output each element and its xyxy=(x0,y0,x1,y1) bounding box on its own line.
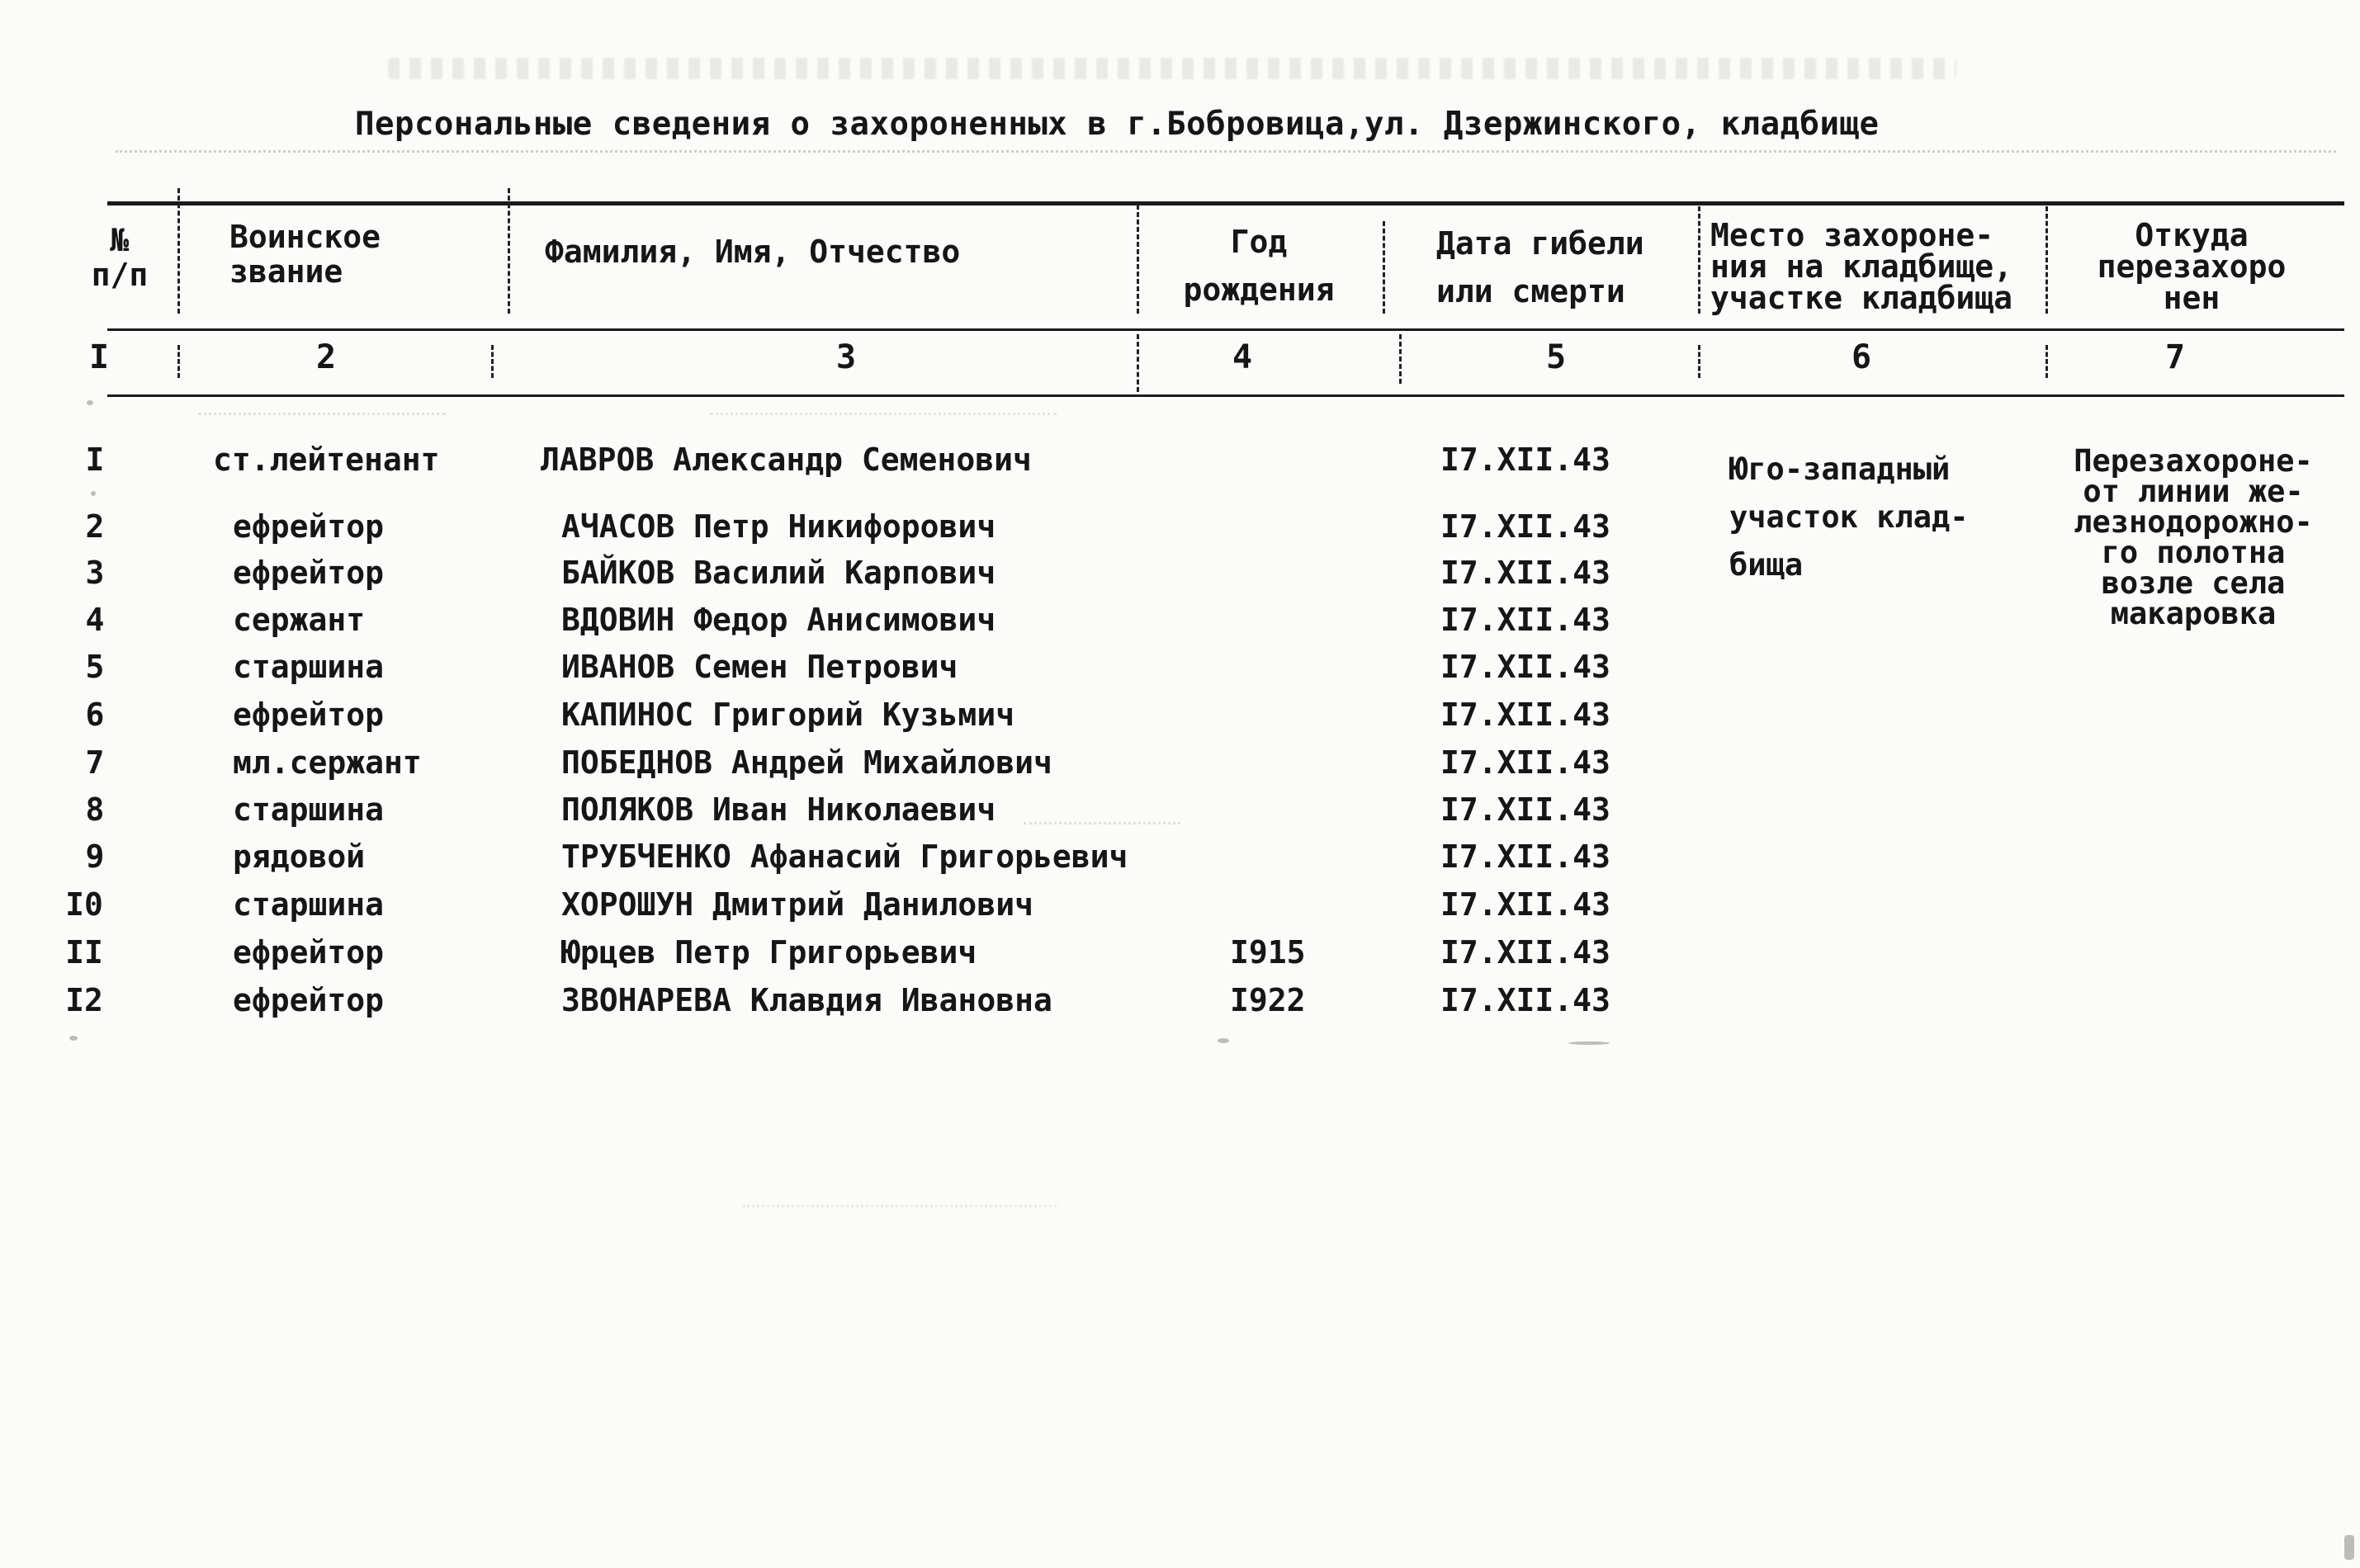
speck xyxy=(69,1036,78,1041)
column-number-5: 5 xyxy=(1545,338,1567,376)
speck xyxy=(91,491,96,496)
row-7-number: 7 xyxy=(85,744,105,781)
row-9-death-date: I7.XII.43 xyxy=(1440,838,1610,875)
row-2-rank: ефрейтор xyxy=(233,508,385,545)
faint-dots-2 xyxy=(710,413,1057,415)
row-8-name: ПОЛЯКОВ Иван Николаевич xyxy=(561,791,996,828)
row-11-death-date: I7.XII.43 xyxy=(1440,934,1610,971)
row-7-rank: мл.сержант xyxy=(233,744,422,781)
row-12-name: ЗВОНАРЕВА Клавдия Ивановна xyxy=(561,982,1052,1018)
faint-dots-3 xyxy=(1024,822,1180,824)
row-2-death-date: I7.XII.43 xyxy=(1440,508,1610,545)
row-11-name: Юрцев Петр Григорьевич xyxy=(561,934,977,971)
row-1-death-date: I7.XII.43 xyxy=(1440,442,1610,478)
column-number-2: 2 xyxy=(315,338,337,376)
row-7-name: ПОБЕДНОВ Андрей Михайлович xyxy=(561,744,1052,781)
column-number-1: I xyxy=(88,338,110,376)
faint-dots-4 xyxy=(743,1205,1057,1207)
row-12-number: I2 xyxy=(65,982,103,1018)
row-6-name: КАПИНОС Григорий Кузьмич xyxy=(561,697,1015,733)
row-11-rank: ефрейтор xyxy=(233,934,385,971)
column-number-7: 7 xyxy=(2164,338,2186,376)
row-8-death-date: I7.XII.43 xyxy=(1440,791,1610,828)
column-number-separator-2 xyxy=(491,345,494,378)
row-5-number: 5 xyxy=(85,649,105,685)
speck xyxy=(1218,1038,1229,1043)
row-5-death-date: I7.XII.43 xyxy=(1440,649,1610,685)
row-4-name: ВДОВИН Федор Анисимович xyxy=(561,602,996,638)
header-birth-year: Год рождения xyxy=(1183,224,1335,308)
column-number-separator-3 xyxy=(1137,334,1139,392)
header-death-date: Дата гибели или смерти xyxy=(1436,225,1644,309)
row-4-number: 4 xyxy=(85,602,105,638)
row-10-rank: старшина xyxy=(233,886,385,923)
document-title: Персональные сведения о захороненных в г.Бобровица,ул. Дзержинского, кладбище xyxy=(355,106,1880,143)
column-number-4: 4 xyxy=(1232,338,1253,376)
row-11-birth-year: I915 xyxy=(1230,934,1306,971)
row-11-number: II xyxy=(65,934,103,971)
dotted-guide xyxy=(116,150,2336,153)
faint-bleed-through-line xyxy=(388,58,1956,79)
header-separator-5 xyxy=(1698,206,1700,314)
table-top-rule xyxy=(107,201,2344,205)
row-3-number: 3 xyxy=(85,555,105,591)
row-5-name: ИВАНОВ Семен Петрович xyxy=(561,649,958,685)
row-1-number: I xyxy=(85,442,105,478)
row-10-number: I0 xyxy=(65,886,103,923)
header-separator-6 xyxy=(2045,206,2048,314)
row-1-name: ЛАВРОВ Александр Семенович xyxy=(541,442,1032,478)
speck xyxy=(87,400,93,405)
row-2-number: 2 xyxy=(85,508,105,545)
column-number-3: 3 xyxy=(835,338,857,376)
row-9-rank: рядовой xyxy=(233,838,366,875)
header-separator-3 xyxy=(1137,205,1139,314)
row-12-death-date: I7.XII.43 xyxy=(1440,982,1610,1018)
header-burial-place: Место захороне- ния на кладбище, участке кладбища xyxy=(1710,217,2013,316)
row-4-death-date: I7.XII.43 xyxy=(1440,602,1610,638)
row-2-name: АЧАСОВ Петр Никифорович xyxy=(561,508,996,545)
column-number-separator-6 xyxy=(2045,345,2048,378)
row-10-death-date: I7.XII.43 xyxy=(1440,886,1610,923)
row-12-birth-year: I922 xyxy=(1230,982,1306,1018)
header-reburied-from: Откуда перезахоро нен xyxy=(2097,217,2287,316)
speck xyxy=(2344,1535,2354,1560)
column-number-separator-5 xyxy=(1698,345,1700,378)
row-5-rank: старшина xyxy=(233,649,385,685)
header-name: Фамилия, Имя, Отчество xyxy=(545,234,961,270)
row-3-name: БАЙКОВ Василий Карпович xyxy=(561,555,996,591)
header-separator-4 xyxy=(1383,221,1385,314)
column-number-separator-4 xyxy=(1399,334,1402,384)
reburied-from-note: Перезахороне- от линии же- лезнодорожно- го полотна возле села макаровка xyxy=(2074,443,2313,631)
row-1-rank: ст.лейтенант xyxy=(213,442,440,478)
row-7-death-date: I7.XII.43 xyxy=(1440,744,1610,781)
column-number-bottom-rule xyxy=(107,394,2344,397)
row-6-rank: ефрейтор xyxy=(233,697,385,733)
row-3-rank: ефрейтор xyxy=(233,555,385,591)
column-number-6: 6 xyxy=(1851,338,1872,376)
row-10-name: ХОРОШУН Дмитрий Данилович xyxy=(561,886,1033,923)
header-separator-1 xyxy=(177,188,180,314)
row-9-number: 9 xyxy=(85,838,105,875)
column-number-separator-1 xyxy=(177,345,180,378)
burial-place-note: Юго-западный участок клад- бища xyxy=(1729,451,1969,583)
row-8-number: 8 xyxy=(85,791,105,828)
header-rank: Воинское звание xyxy=(229,219,381,290)
row-3-death-date: I7.XII.43 xyxy=(1440,555,1610,591)
row-8-rank: старшина xyxy=(233,791,385,828)
row-4-rank: сержант xyxy=(233,602,366,638)
row-9-name: ТРУБЧЕНКО Афанасий Григорьевич xyxy=(561,838,1128,875)
speck xyxy=(1568,1041,1610,1045)
row-6-number: 6 xyxy=(85,697,105,733)
faint-dots-1 xyxy=(198,413,446,415)
row-6-death-date: I7.XII.43 xyxy=(1440,697,1610,733)
header-number: № п/п xyxy=(91,222,149,293)
header-bottom-rule xyxy=(107,328,2344,331)
header-separator-2 xyxy=(508,188,510,314)
row-12-rank: ефрейтор xyxy=(233,982,385,1018)
